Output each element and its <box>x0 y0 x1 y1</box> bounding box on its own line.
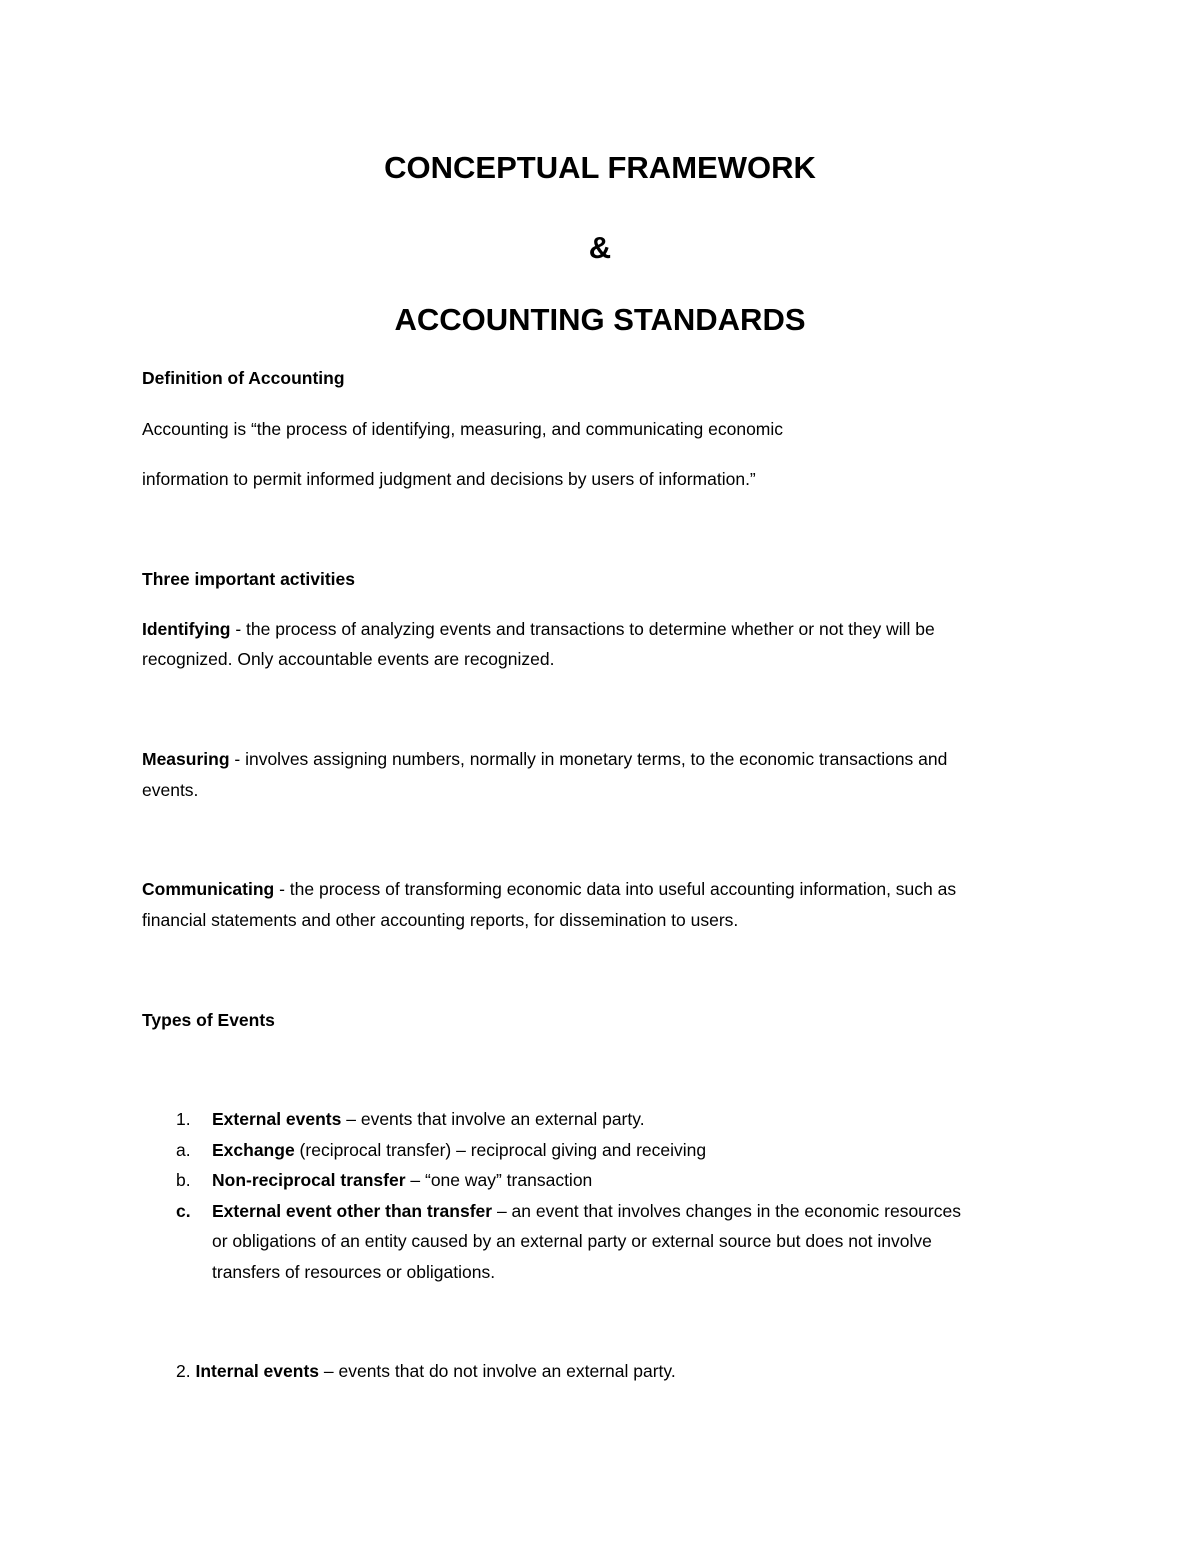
exchange-term: Exchange <box>212 1140 295 1160</box>
communicating-term: Communicating <box>142 879 275 899</box>
communicating-text: - the process of transforming economic data into useful accounting information, such as <box>274 879 957 899</box>
definition-text-line-1: Accounting is “the process of identifying, measuring, and communicating economic <box>142 419 784 439</box>
list-item-other-than-transfer-line-2: or obligations of an entity caused by an external party or external source but does not involve <box>212 1231 932 1251</box>
list-marker-b: b. <box>176 1170 191 1190</box>
identifying-text: - the process of analyzing events and transactions to determine whether or not they will be <box>230 619 935 639</box>
non-reciprocal-term: Non-reciprocal transfer <box>212 1170 406 1190</box>
identifying-paragraph-line-2: recognized. Only accountable events are recognized. <box>142 649 555 669</box>
list-item-other-than-transfer-line-3: transfers of resources or obligations. <box>212 1262 496 1282</box>
document-title-ampersand: & <box>588 230 612 265</box>
list-item-exchange <box>212 1139 706 1161</box>
communicating-paragraph-line-2: financial statements and other accounting reports, for dissemination to users. <box>142 910 739 930</box>
identifying-term: Identifying <box>142 619 231 639</box>
measuring-paragraph-line-2: events. <box>142 780 199 800</box>
definition-heading: Definition of Accounting <box>142 368 345 388</box>
exchange-text: (reciprocal transfer) – reciprocal giving and receiving <box>294 1140 707 1160</box>
list-item-non-reciprocal <box>212 1169 592 1191</box>
non-reciprocal-text: – “one way” transaction <box>405 1170 593 1190</box>
other-than-transfer-term: External event other than transfer <box>212 1201 493 1221</box>
events-heading: Types of Events <box>142 1010 275 1030</box>
list-item-other-than-transfer-line-1 <box>212 1200 961 1222</box>
activities-heading: Three important activities <box>142 569 355 589</box>
list-marker-2: 2. <box>176 1361 191 1381</box>
measuring-paragraph-line-1 <box>142 748 947 770</box>
external-events-text: – events that involve an external party. <box>341 1109 645 1129</box>
list-item-external-events <box>212 1108 645 1130</box>
internal-events-text: – events that do not involve an external party. <box>319 1361 676 1381</box>
list-marker-1: 1. <box>176 1109 191 1129</box>
measuring-text: - involves assigning numbers, normally in monetary terms, to the economic transactions and <box>229 749 948 769</box>
definition-text-line-2: information to permit informed judgment and decisions by users of information.” <box>142 469 756 489</box>
document-title-line-1: CONCEPTUAL FRAMEWORK <box>384 150 816 185</box>
internal-events-term: Internal events <box>195 1361 320 1381</box>
communicating-paragraph-line-1 <box>142 878 956 900</box>
list-item-internal-events <box>176 1360 676 1382</box>
identifying-paragraph-line-1 <box>142 618 935 640</box>
measuring-term: Measuring <box>142 749 230 769</box>
other-than-transfer-text: – an event that involves changes in the economic resources <box>492 1201 961 1221</box>
external-events-term: External events <box>212 1109 342 1129</box>
list-marker-c: c. <box>176 1201 191 1221</box>
document-title-line-3: ACCOUNTING STANDARDS <box>394 302 806 337</box>
list-marker-a: a. <box>176 1140 191 1160</box>
